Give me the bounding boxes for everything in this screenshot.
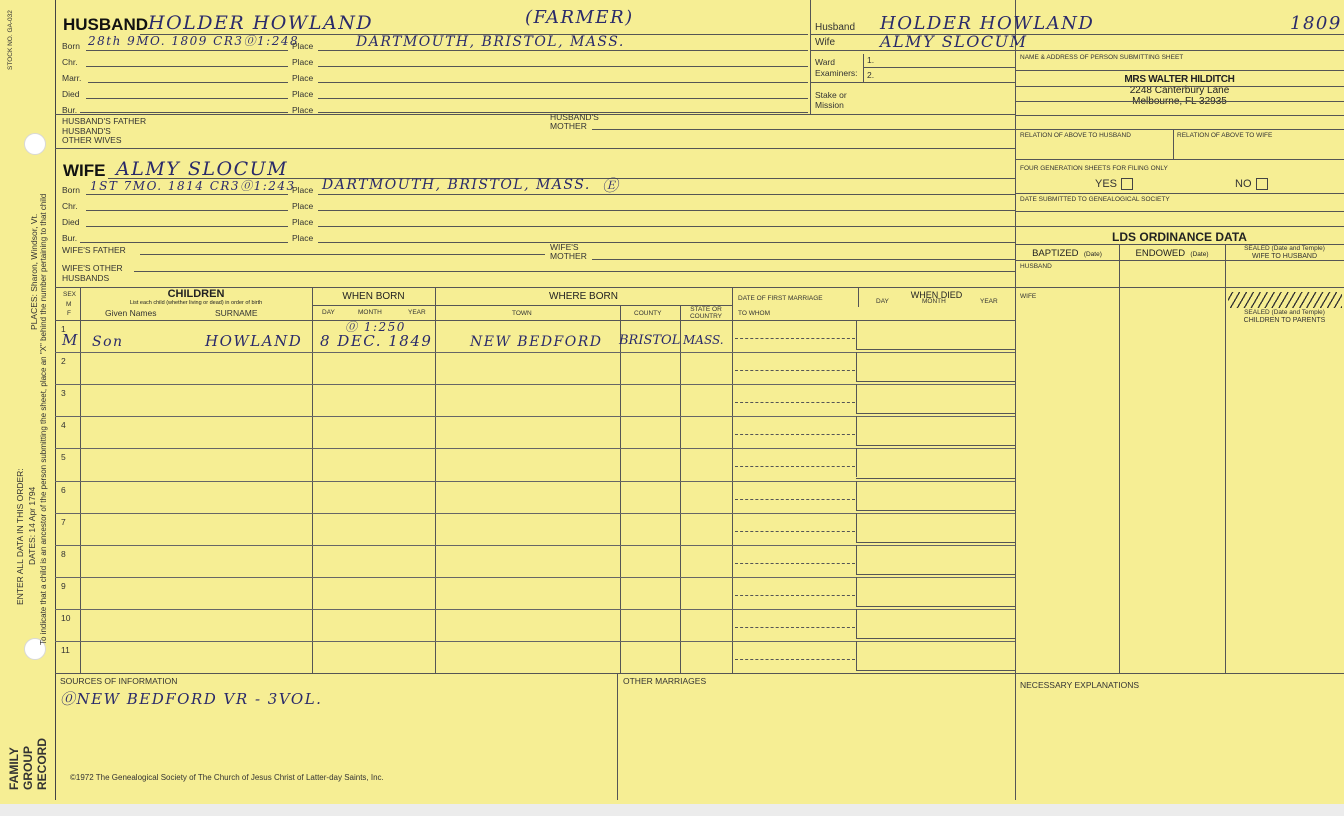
sex-f: F	[67, 310, 71, 317]
wife-born-label: Born	[62, 185, 80, 195]
relation-to-husband-label: RELATION OF ABOVE TO HUSBAND	[1020, 132, 1131, 139]
sealed-wife-line-1: SEALED (Date and Temple)	[1244, 245, 1325, 252]
died-underline	[856, 478, 1015, 479]
necessary-explanations-label: NECESSARY EXPLANATIONS	[1020, 680, 1140, 690]
died-separator	[856, 448, 857, 477]
children-subtitle: List each child (whether living or dead) in order of birth	[129, 300, 263, 306]
examiner-1: 1.	[867, 55, 875, 65]
child-birth-county: BRISTOL	[619, 333, 681, 348]
state-line-2: COUNTRY	[689, 312, 723, 320]
place-label: Place	[292, 89, 314, 99]
husband-mother-label: MOTHER	[550, 121, 587, 131]
husband-other-wives-label: HUSBAND'S	[62, 126, 111, 136]
marriage-dash-line	[735, 499, 855, 500]
county-header: COUNTY	[634, 310, 662, 317]
husband-occupation: (FARMER)	[525, 7, 634, 28]
died-underline	[856, 638, 1015, 639]
four-generation-label: FOUR GENERATION SHEETS FOR FILING ONLY	[1020, 165, 1168, 172]
husband-born-label: Born	[62, 41, 80, 51]
header-wife-name: ALMY SLOCUM	[880, 32, 1028, 51]
husband-born-date: 28th 9MO. 1809 CR3⓪1:248	[88, 34, 300, 48]
died-underline	[856, 413, 1015, 414]
sealed-hatch	[1228, 292, 1342, 308]
enter-all-instruction: ENTER ALL DATA IN THIS ORDER:	[15, 468, 25, 605]
died-underline	[856, 542, 1015, 543]
child-sex: M	[62, 331, 79, 349]
wife-name: ALMY SLOCUM	[116, 158, 289, 180]
endowed-label: ENDOWED	[1135, 248, 1186, 259]
stake-label: Stake or	[815, 90, 847, 100]
wife-mother-label: MOTHER	[550, 251, 587, 261]
stock-number: STOCK NO. GA-032	[7, 10, 14, 70]
wife-other-husbands-label: WIFE'S OTHER	[62, 263, 123, 273]
wife-mother-label: WIFE'S	[550, 242, 579, 252]
record-title-line-2: GROUP	[21, 745, 35, 790]
marriage-dash-line	[735, 338, 855, 339]
husband-father-label: HUSBAND'S FATHER	[62, 116, 147, 126]
marriage-dash-line	[735, 370, 855, 371]
endowed-date-label: (Date)	[1190, 251, 1209, 258]
sealed-children-line-1: SEALED (Date and Temple)	[1244, 309, 1325, 316]
examiners-label: Examiners:	[815, 68, 858, 78]
sources-value: ⓪NEW BEDFORD VR - 3VOL.	[60, 690, 323, 708]
row-divider	[55, 352, 1015, 353]
died-separator	[856, 545, 857, 574]
submitter-street: 2248 Canterbury Lane	[1129, 85, 1230, 96]
lds-title: LDS ORDINANCE DATA	[1112, 230, 1247, 244]
sources-label: SOURCES OF INFORMATION	[60, 676, 178, 686]
copyright: ©1972 The Genealogical Society of The Church of Jesus Christ of Latter-day Saints, Inc.	[70, 773, 384, 782]
born-day-header: DAY	[322, 309, 335, 316]
child-row-number: 2	[61, 356, 66, 367]
marriage-dash-line	[735, 531, 855, 532]
wife-born-place: DARTMOUTH, BRISTOL, MASS.	[322, 177, 591, 193]
died-separator	[856, 416, 857, 445]
died-day-header: DAY	[876, 298, 889, 305]
submitter-address	[1015, 74, 1344, 107]
child-row-number: 1	[61, 324, 66, 334]
marriage-dash-line	[735, 434, 855, 435]
wife-ancestor-mark: Ⓔ	[602, 176, 620, 195]
died-underline	[856, 574, 1015, 575]
baptized-date-label: (Date)	[1083, 251, 1102, 258]
wife-bur-label: Bur.	[62, 233, 78, 243]
wife-born-date: 1ST 7MO. 1814 CR3⓪1:243	[90, 179, 296, 193]
husband-chr-label: Chr.	[62, 57, 78, 67]
died-underline	[856, 445, 1015, 446]
place-label: Place	[292, 105, 314, 115]
ancestor-instruction: To indicate that a child is an ancestor of the person submitting the sheet, place an "X" behind the number pertaining to that child	[39, 193, 48, 645]
to-whom-header: TO WHOM	[738, 310, 771, 317]
when-died-header: WHEN DIED	[910, 290, 963, 300]
child-birth-ref: ⓪ 1:250	[345, 320, 406, 334]
town-header: TOWN	[512, 310, 532, 317]
child-row-number: 5	[61, 452, 66, 463]
lds-husband-row: HUSBAND	[1020, 263, 1052, 270]
sealed-wife-header	[1225, 246, 1344, 260]
born-year-header: YEAR	[408, 309, 426, 316]
header-year: 1809	[1290, 13, 1342, 34]
child-row-number: 11	[61, 645, 70, 655]
lds-wife-row: WIFE	[1020, 293, 1037, 300]
relation-to-wife-label: RELATION OF ABOVE TO WIFE	[1177, 132, 1273, 139]
marriage-dash-line	[735, 627, 855, 628]
child-given-name: Son	[92, 334, 124, 350]
died-year-header: YEAR	[980, 298, 998, 305]
place-label: Place	[292, 57, 314, 67]
died-separator	[856, 609, 857, 638]
yes-label: YES	[1095, 177, 1118, 190]
row-divider	[55, 545, 1015, 546]
born-month-header: MONTH	[358, 309, 382, 316]
husband-mother-label: HUSBAND'S	[550, 112, 599, 122]
child-row-number: 10	[61, 612, 71, 623]
surname-header: SURNAME	[215, 308, 258, 318]
row-divider	[55, 448, 1015, 449]
wife-heading: WIFE	[63, 161, 106, 180]
header-wife-label: Wife	[815, 37, 835, 48]
died-month-header: MONTH	[922, 298, 946, 305]
row-divider	[55, 513, 1015, 514]
died-separator	[856, 577, 857, 606]
row-divider	[55, 384, 1015, 385]
marriage-dash-line	[735, 659, 855, 660]
submitter-name: MRS WALTER HILDITCH	[1124, 74, 1235, 85]
sealed-wife-line-2: WIFE TO HUSBAND	[1251, 252, 1318, 260]
husband-heading: HUSBAND	[63, 15, 148, 34]
no-label: NO	[1235, 177, 1252, 190]
place-label: Place	[292, 185, 314, 195]
other-marriages-label: OTHER MARRIAGES	[623, 676, 707, 686]
place-label: Place	[292, 41, 314, 51]
child-birth-date: 8 DEC. 1849	[320, 332, 433, 350]
child-row-number: 9	[61, 580, 66, 591]
husband-marr-label: Marr.	[62, 73, 82, 83]
sex-header: SEX	[63, 291, 77, 298]
sealed-children-line-2: CHILDREN TO PARENTS	[1243, 316, 1326, 324]
died-underline	[856, 510, 1015, 511]
child-row-number: 4	[61, 420, 66, 431]
submitter-city: Melbourne, FL 32935	[1132, 96, 1227, 107]
died-separator	[856, 384, 857, 413]
husband-name: HOLDER HOWLAND	[148, 12, 374, 34]
yes-option[interactable]	[1095, 178, 1133, 190]
scan-edge	[0, 804, 1344, 816]
date-submitted-label: DATE SUBMITTED TO GENEALOGICAL SOCIETY	[1020, 196, 1170, 203]
children-title: CHILDREN	[167, 288, 225, 300]
wife-father-label: WIFE'S FATHER	[62, 245, 126, 255]
dates-instruction: DATES: 14 Apr 1794	[27, 486, 37, 565]
husband-died-label: Died	[62, 89, 80, 99]
record-title-line-3: RECORD	[35, 737, 49, 790]
no-option[interactable]	[1235, 178, 1268, 190]
punch-hole	[24, 133, 46, 155]
submitter-label: NAME & ADDRESS OF PERSON SUBMITTING SHEET	[1020, 54, 1184, 61]
marriage-dash-line	[735, 595, 855, 596]
wife-died-label: Died	[62, 217, 80, 227]
record-title-line-1: FAMILY	[7, 747, 21, 790]
state-header	[680, 307, 732, 321]
state-line-1: STATE OR	[690, 306, 722, 313]
wife-chr-label: Chr.	[62, 201, 78, 211]
row-divider	[55, 577, 1015, 578]
sex-m: M	[66, 301, 72, 308]
died-separator	[856, 352, 857, 381]
header-husband-name: HOLDER HOWLAND	[880, 13, 1095, 34]
row-divider	[55, 609, 1015, 610]
place-label: Place	[292, 217, 314, 227]
place-label: Place	[292, 201, 314, 211]
died-underline	[856, 670, 1015, 671]
died-underline	[856, 349, 1015, 350]
when-born-header: WHEN BORN	[342, 291, 405, 302]
died-separator	[856, 320, 857, 349]
no-checkbox[interactable]	[1256, 178, 1268, 190]
marriage-dash-line	[735, 466, 855, 467]
died-underline	[856, 381, 1015, 382]
child-row-number: 3	[61, 388, 66, 399]
child-row-number: 6	[61, 484, 66, 495]
died-separator	[856, 513, 857, 542]
where-born-header: WHERE BORN	[549, 291, 618, 302]
yes-checkbox[interactable]	[1121, 178, 1133, 190]
died-separator	[856, 481, 857, 510]
child-surname: HOWLAND	[205, 332, 303, 350]
row-divider	[55, 416, 1015, 417]
place-label: Place	[292, 233, 314, 243]
baptized-label: BAPTIZED	[1032, 248, 1079, 259]
header-husband-label: Husband	[815, 22, 856, 33]
baptized-header	[1015, 249, 1119, 259]
marriage-dash-line	[735, 402, 855, 403]
place-label: Place	[292, 73, 314, 83]
died-underline	[856, 606, 1015, 607]
row-divider	[55, 641, 1015, 642]
husband-bur-label: Bur.	[62, 105, 78, 115]
husband-other-wives-label: OTHER WIVES	[62, 135, 122, 145]
places-instruction: PLACES: Sharon, Windsor, Vt.	[29, 213, 39, 330]
husband-born-place: DARTMOUTH, BRISTOL, MASS.	[356, 34, 625, 50]
child-row-number: 8	[61, 548, 66, 559]
ward-label: Ward	[815, 57, 835, 67]
examiner-2: 2.	[867, 70, 875, 80]
row-divider	[55, 481, 1015, 482]
stake-label: Mission	[815, 100, 844, 110]
marriage-dash-line	[735, 563, 855, 564]
given-names-header: Given Names	[105, 308, 157, 318]
child-birth-town: NEW BEDFORD	[470, 334, 603, 350]
endowed-header	[1119, 249, 1225, 259]
wife-other-husbands-label: HUSBANDS	[62, 273, 110, 283]
child-birth-state: MASS.	[683, 333, 724, 347]
first-marriage-header: DATE OF FIRST MARRIAGE	[738, 295, 823, 302]
sealed-children-header	[1225, 310, 1344, 324]
died-separator	[856, 641, 857, 670]
child-row-number: 7	[61, 516, 66, 527]
